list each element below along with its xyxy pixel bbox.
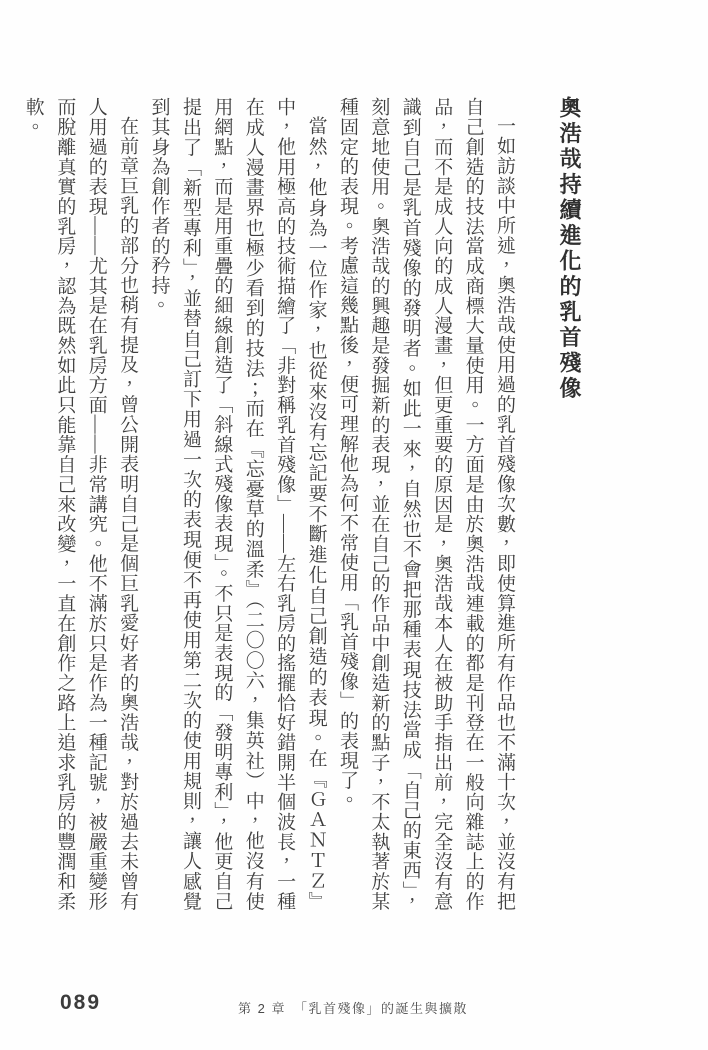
paragraph-1: 一如訪談中所述，奧浩哉使用過的乳首殘像次數，即使算進所有作品也不滿十次，並沒有把自己創造的技法當成商標大量使用。一方面是由於奧浩哉連載的都是刊登在一般向雜誌上的作品，而不是成人向的成人漫畫，但更重要的原因是，奧浩哉本人在被助手指出前，完全沒有意識到自己是乳首殘像的發明者。如此一來，自然也不會把那種表現技法當成「自己的東西」，刻意地使用。奧浩哉的興趣是發掘新的表現，並在自己的作品中創造新的點子，不太執著於某種固定的表現。考慮這幾點後，便可理解他為何不常使用「乳首殘像」的表現了。 (336, 97, 515, 911)
paragraph-3: 在前章巨乳的部分也稍有提及，曾公開表明自己是個巨乳愛好者的奧浩哉，對於過去未曾有人用過的表現——尤其是在乳房方面——非常講究。他不滿於只是作為一種記號，被嚴重變形而脫離真實的乳房，認為既然如此只能靠自己來改變，一直在創作之路上追求乳房的豐潤和柔軟。 (22, 97, 139, 911)
paragraph-2: 當然，他身為一位作家，也從來沒有忘記要不斷進化自己創造的表現。在『ＧＡＮＴＺ』中，他用極高的技術描繪了「非對稱乳首殘像」——左右乳房的搖擺恰好錯開半個波長，一種在成人漫畫界也極少看到的技法；而在『忘憂草的溫柔』（二〇〇六，集英社）中，他沒有使用網點，而是用重疊的細線創造了「斜線式殘像表現」。不只是表現的「發明專利」，他更自己提出了「新型專利」，並替自己訂下用過一次的表現便不再使用第二次的使用規則，讓人感覺到其身為創作者的矜持。 (148, 97, 327, 911)
section-title: 奧浩哉持續進化的乳首殘像 (557, 96, 582, 402)
body-text (18, 97, 521, 911)
page-number: 089 (60, 991, 102, 1014)
running-footer-chapter: 第 2 章 「乳首殘像」的誕生與擴散 (238, 1001, 468, 1016)
